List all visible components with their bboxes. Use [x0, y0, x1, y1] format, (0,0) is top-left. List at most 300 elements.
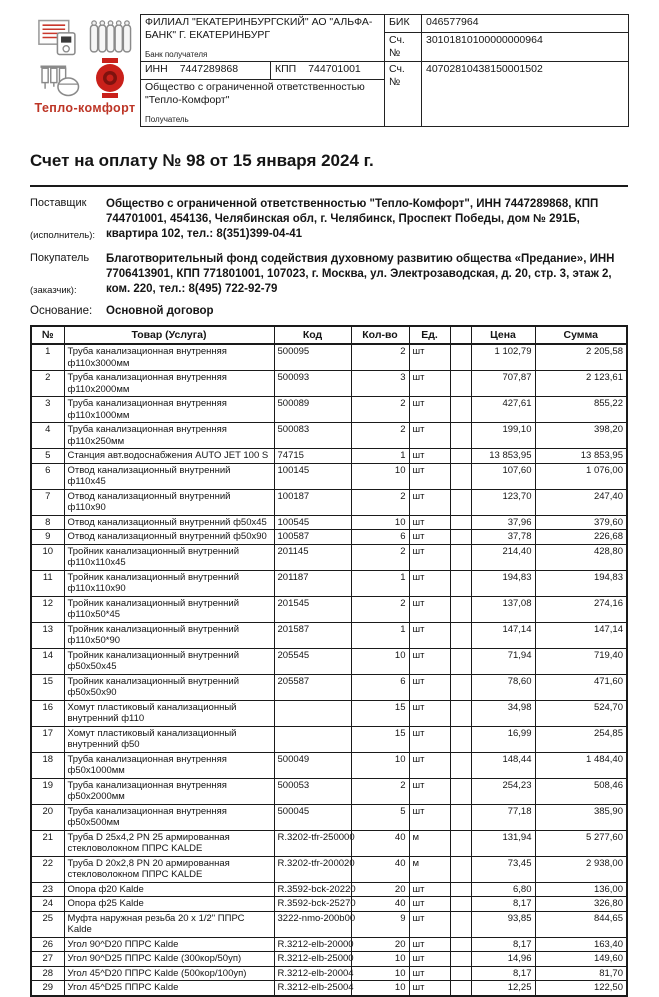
item-number: 9	[31, 530, 64, 545]
item-unit: шт	[409, 752, 450, 778]
item-number: 27	[31, 952, 64, 967]
item-sum: 326,80	[535, 897, 627, 912]
item-name: Муфта наружная резьба 20 х 1/2" ППРС Kalde	[64, 911, 274, 937]
item-blank-cell	[450, 423, 471, 449]
item-name: Угол 45^D25 ППРС Kalde	[64, 981, 274, 996]
item-quantity: 6	[351, 530, 409, 545]
item-name: Тройник канализационный внутренний ф110х50*45	[64, 596, 274, 622]
table-row	[31, 570, 627, 596]
recipient-label: Получатель	[145, 115, 189, 124]
item-sum: 81,70	[535, 966, 627, 981]
buyer-sublabel: (заказчик):	[30, 285, 77, 296]
item-sum: 13 853,95	[535, 449, 627, 464]
item-quantity: 1	[351, 449, 409, 464]
col-header-blank	[450, 326, 471, 344]
table-row	[31, 937, 627, 952]
item-sum: 471,60	[535, 674, 627, 700]
item-name: Угол 90^D25 ППРС Kalde (300кор/50уп)	[64, 952, 274, 967]
item-code	[274, 700, 351, 726]
item-name: Угол 90^D20 ППРС Kalde	[64, 937, 274, 952]
item-blank-cell	[450, 648, 471, 674]
item-code: 74715	[274, 449, 351, 464]
col-header-sum: Сумма	[535, 326, 627, 344]
kpp-value: 744701001	[308, 63, 361, 75]
item-price: 199,10	[471, 423, 535, 449]
item-quantity: 15	[351, 726, 409, 752]
item-sum: 194,83	[535, 570, 627, 596]
buyer-labels	[30, 252, 106, 297]
item-price: 71,94	[471, 648, 535, 674]
supplier-label: Поставщик	[30, 197, 87, 209]
item-blank-cell	[450, 449, 471, 464]
item-price: 12,25	[471, 981, 535, 996]
settle-account-value: 40702810438150001502	[422, 62, 629, 127]
recipient-name: Общество с ограниченной ответственностью "Тепло-Комфорт"	[145, 81, 365, 106]
table-row	[31, 911, 627, 937]
item-price: 8,17	[471, 937, 535, 952]
item-unit: шт	[409, 423, 450, 449]
item-price: 131,94	[471, 830, 535, 856]
item-sum: 855,22	[535, 397, 627, 423]
item-unit: шт	[409, 515, 450, 530]
item-name: Угол 45^D20 ППРС Kalde (500кор/100уп)	[64, 966, 274, 981]
table-row	[31, 449, 627, 464]
item-name: Труба канализационная внутренняя ф50х1000мм	[64, 752, 274, 778]
item-quantity: 2	[351, 544, 409, 570]
table-row	[31, 700, 627, 726]
item-code: R.3592-bck-25270	[274, 897, 351, 912]
item-name: Опора ф25 Kalde	[64, 897, 274, 912]
corr-account-value: 30101810100000000964	[422, 33, 629, 62]
item-code: R.3212-elb-25000	[274, 952, 351, 967]
header-section	[30, 14, 628, 127]
table-row	[31, 515, 627, 530]
item-name: Опора ф20 Kalde	[64, 882, 274, 897]
item-price: 254,23	[471, 778, 535, 804]
table-row	[31, 622, 627, 648]
item-sum: 2 938,00	[535, 856, 627, 882]
table-row	[31, 371, 627, 397]
item-number: 1	[31, 344, 64, 371]
item-sum: 147,14	[535, 622, 627, 648]
item-name: Отвод канализационный внутренний ф50х90	[64, 530, 274, 545]
item-number: 25	[31, 911, 64, 937]
item-number: 4	[31, 423, 64, 449]
item-unit: шт	[409, 726, 450, 752]
item-price: 107,60	[471, 463, 535, 489]
item-sum: 524,70	[535, 700, 627, 726]
item-number: 6	[31, 463, 64, 489]
item-price: 707,87	[471, 371, 535, 397]
item-code: 500089	[274, 397, 351, 423]
item-quantity: 2	[351, 344, 409, 371]
item-name: Тройник канализационный внутренний ф110х50*90	[64, 622, 274, 648]
item-blank-cell	[450, 700, 471, 726]
item-name: Отвод канализационный внутренний ф110х90	[64, 489, 274, 515]
item-code: 500049	[274, 752, 351, 778]
item-unit: шт	[409, 371, 450, 397]
settle-account-label: Сч. №	[385, 62, 422, 127]
item-unit: шт	[409, 622, 450, 648]
item-unit: м	[409, 830, 450, 856]
col-header-price: Цена	[471, 326, 535, 344]
item-blank-cell	[450, 397, 471, 423]
item-sum: 2 205,58	[535, 344, 627, 371]
item-code: 100145	[274, 463, 351, 489]
item-price: 148,44	[471, 752, 535, 778]
item-code: 201187	[274, 570, 351, 596]
buyer-section	[30, 252, 628, 297]
item-sum: 163,40	[535, 937, 627, 952]
table-row	[31, 463, 627, 489]
item-unit: шт	[409, 489, 450, 515]
item-name: Хомут пластиковый канализационный внутренний ф110	[64, 700, 274, 726]
item-blank-cell	[450, 882, 471, 897]
item-price: 8,17	[471, 897, 535, 912]
item-price: 13 853,95	[471, 449, 535, 464]
kpp-label: КПП	[275, 63, 297, 75]
item-blank-cell	[450, 966, 471, 981]
item-number: 7	[31, 489, 64, 515]
item-name: Хомут пластиковый канализационный внутренний ф50	[64, 726, 274, 752]
item-price: 123,70	[471, 489, 535, 515]
item-quantity: 10	[351, 981, 409, 996]
item-unit: шт	[409, 966, 450, 981]
logo-text: Тепло-комфорт	[34, 101, 136, 115]
item-sum: 5 277,60	[535, 830, 627, 856]
item-price: 34,98	[471, 700, 535, 726]
table-row	[31, 397, 627, 423]
item-sum: 844,65	[535, 911, 627, 937]
recipient-cell	[141, 80, 385, 127]
item-number: 23	[31, 882, 64, 897]
item-unit: шт	[409, 648, 450, 674]
item-unit: шт	[409, 897, 450, 912]
item-blank-cell	[450, 752, 471, 778]
item-quantity: 40	[351, 897, 409, 912]
table-row	[31, 423, 627, 449]
item-code: 201587	[274, 622, 351, 648]
item-quantity: 10	[351, 966, 409, 981]
item-blank-cell	[450, 622, 471, 648]
item-sum: 136,00	[535, 882, 627, 897]
item-quantity: 1	[351, 570, 409, 596]
item-unit: шт	[409, 882, 450, 897]
table-row	[31, 804, 627, 830]
item-price: 6,80	[471, 882, 535, 897]
item-quantity: 20	[351, 937, 409, 952]
table-row	[31, 489, 627, 515]
water-filter-icon	[37, 58, 83, 98]
item-quantity: 3	[351, 371, 409, 397]
table-row	[31, 726, 627, 752]
item-code: R.3592-bck-20220	[274, 882, 351, 897]
inn-value: 7447289868	[179, 63, 239, 75]
item-unit: шт	[409, 778, 450, 804]
basis-label: Основание:	[30, 305, 93, 317]
item-quantity: 2	[351, 778, 409, 804]
item-code: R.3212-elb-20004	[274, 966, 351, 981]
item-price: 14,96	[471, 952, 535, 967]
item-code	[274, 726, 351, 752]
item-quantity: 10	[351, 463, 409, 489]
items-header-row	[31, 326, 627, 344]
item-unit: шт	[409, 596, 450, 622]
item-sum: 226,68	[535, 530, 627, 545]
item-number: 12	[31, 596, 64, 622]
item-name: Отвод канализационный внутренний ф110х45	[64, 463, 274, 489]
item-unit: м	[409, 856, 450, 882]
item-number: 11	[31, 570, 64, 596]
corr-account-label: Сч. №	[385, 33, 422, 62]
item-name: Труба канализационная внутренняя ф110х2000мм	[64, 371, 274, 397]
item-sum: 247,40	[535, 489, 627, 515]
item-quantity: 20	[351, 882, 409, 897]
supplier-text: Общество с ограниченной ответственностью "Тепло-Комфорт", ИНН 7447289868, КПП 744701001, 454136, Челябинская обл, г. Челябинск, Проспект Победы, дом № 291Б, квартира 102, тел.: 8(351)399-04-41	[106, 198, 599, 240]
item-price: 37,78	[471, 530, 535, 545]
item-blank-cell	[450, 489, 471, 515]
item-blank-cell	[450, 804, 471, 830]
item-quantity: 2	[351, 397, 409, 423]
item-number: 14	[31, 648, 64, 674]
buyer-text: Благотворительный фонд содействия духовному развитию общества «Предание», ИНН 7706413901, КПП 771801001, 107023, г. Москва, ул. Электрозаводская, д. 20, стр. 3, этаж 2, ком. 220, тел.: 8(495) 722-92-79	[106, 253, 615, 295]
item-code: 100187	[274, 489, 351, 515]
item-quantity: 6	[351, 674, 409, 700]
company-logo	[30, 14, 140, 115]
item-unit: шт	[409, 463, 450, 489]
item-unit: шт	[409, 570, 450, 596]
item-blank-cell	[450, 856, 471, 882]
item-code: 500095	[274, 344, 351, 371]
item-code: 3222-nmo-200b00	[274, 911, 351, 937]
item-blank-cell	[450, 830, 471, 856]
item-number: 10	[31, 544, 64, 570]
item-blank-cell	[450, 981, 471, 996]
bank-name-cell	[141, 15, 385, 62]
item-number: 29	[31, 981, 64, 996]
item-quantity: 15	[351, 700, 409, 726]
supplier-section	[30, 197, 628, 242]
item-number: 22	[31, 856, 64, 882]
item-code: 205545	[274, 648, 351, 674]
table-row	[31, 674, 627, 700]
supplier-sublabel: (исполнитель):	[30, 230, 96, 241]
item-name: Тройник канализационный внутренний ф110х110х45	[64, 544, 274, 570]
item-price: 16,99	[471, 726, 535, 752]
item-price: 93,85	[471, 911, 535, 937]
item-number: 3	[31, 397, 64, 423]
item-unit: шт	[409, 804, 450, 830]
title-divider	[30, 185, 628, 187]
item-sum: 1 076,00	[535, 463, 627, 489]
item-blank-cell	[450, 596, 471, 622]
item-unit: шт	[409, 937, 450, 952]
item-sum: 385,90	[535, 804, 627, 830]
item-number: 20	[31, 804, 64, 830]
item-unit: шт	[409, 397, 450, 423]
item-quantity: 10	[351, 515, 409, 530]
item-price: 137,08	[471, 596, 535, 622]
item-code: R.3212-elb-20000	[274, 937, 351, 952]
item-quantity: 1	[351, 622, 409, 648]
item-blank-cell	[450, 344, 471, 371]
item-unit: шт	[409, 449, 450, 464]
table-row	[31, 778, 627, 804]
inn-cell	[141, 62, 271, 80]
item-sum: 2 123,61	[535, 371, 627, 397]
item-price: 77,18	[471, 804, 535, 830]
item-name: Труба канализационная внутренняя ф110х3000мм	[64, 344, 274, 371]
radiator-icon	[87, 19, 133, 56]
bank-name-label: Банк получателя	[145, 50, 208, 59]
items-body	[31, 344, 627, 996]
table-row	[31, 830, 627, 856]
item-quantity: 40	[351, 830, 409, 856]
item-code: R.3202-tfr-200020	[274, 856, 351, 882]
item-number: 2	[31, 371, 64, 397]
item-code: 500083	[274, 423, 351, 449]
item-unit: шт	[409, 544, 450, 570]
item-number: 18	[31, 752, 64, 778]
item-sum: 1 484,40	[535, 752, 627, 778]
col-header-code: Код	[274, 326, 351, 344]
logo-icon-grid	[30, 19, 140, 98]
item-price: 37,96	[471, 515, 535, 530]
item-code: 201145	[274, 544, 351, 570]
item-quantity: 2	[351, 489, 409, 515]
item-quantity: 5	[351, 804, 409, 830]
item-price: 194,83	[471, 570, 535, 596]
item-sum: 379,60	[535, 515, 627, 530]
item-quantity: 10	[351, 752, 409, 778]
item-number: 5	[31, 449, 64, 464]
item-quantity: 10	[351, 648, 409, 674]
item-sum: 719,40	[535, 648, 627, 674]
item-blank-cell	[450, 463, 471, 489]
item-sum: 122,50	[535, 981, 627, 996]
item-blank-cell	[450, 570, 471, 596]
item-unit: шт	[409, 344, 450, 371]
item-code: 100587	[274, 530, 351, 545]
col-header-num: №	[31, 326, 64, 344]
col-header-unit: Ед.	[409, 326, 450, 344]
item-sum: 398,20	[535, 423, 627, 449]
item-name: Труба D 25x4,2 PN 25 армированная стекловолокном ППРС KALDE	[64, 830, 274, 856]
table-row	[31, 344, 627, 371]
item-name: Тройник канализационный внутренний ф50х50х90	[64, 674, 274, 700]
item-name: Станция авт.водоснабжения AUTO JET 100 S	[64, 449, 274, 464]
item-unit: шт	[409, 952, 450, 967]
item-sum: 508,46	[535, 778, 627, 804]
table-row	[31, 544, 627, 570]
item-code: 500093	[274, 371, 351, 397]
item-name: Труба канализационная внутренняя ф50х500мм	[64, 804, 274, 830]
item-price: 147,14	[471, 622, 535, 648]
item-blank-cell	[450, 937, 471, 952]
item-quantity: 9	[351, 911, 409, 937]
item-name: Отвод канализационный внутренний ф50х45	[64, 515, 274, 530]
item-price: 427,61	[471, 397, 535, 423]
item-sum: 254,85	[535, 726, 627, 752]
bank-name: ФИЛИАЛ "ЕКАТЕРИНБУРГСКИЙ" АО "АЛЬФА-БАНК" Г. ЕКАТЕРИНБУРГ	[145, 16, 373, 41]
item-unit: шт	[409, 674, 450, 700]
item-number: 13	[31, 622, 64, 648]
item-number: 24	[31, 897, 64, 912]
item-unit: шт	[409, 981, 450, 996]
item-code: R.3212-elb-25004	[274, 981, 351, 996]
item-price: 8,17	[471, 966, 535, 981]
item-sum: 149,60	[535, 952, 627, 967]
table-row	[31, 752, 627, 778]
item-unit: шт	[409, 530, 450, 545]
inn-label: ИНН	[145, 63, 168, 75]
item-blank-cell	[450, 544, 471, 570]
items-table	[30, 325, 628, 997]
floor-heating-icon	[37, 19, 83, 56]
item-sum: 274,16	[535, 596, 627, 622]
item-name: Труба D 20x2,8 PN 20 армированная стекловолокном ППРС KALDE	[64, 856, 274, 882]
item-unit: шт	[409, 911, 450, 937]
item-unit: шт	[409, 700, 450, 726]
item-code: 100545	[274, 515, 351, 530]
item-code: R.3202-tfr-250000	[274, 830, 351, 856]
table-row	[31, 981, 627, 996]
table-row	[31, 966, 627, 981]
item-price: 214,40	[471, 544, 535, 570]
item-code: 205587	[274, 674, 351, 700]
col-header-name: Товар (Услуга)	[64, 326, 274, 344]
table-row	[31, 596, 627, 622]
item-name: Тройник канализационный внутренний ф50х50х45	[64, 648, 274, 674]
item-blank-cell	[450, 515, 471, 530]
table-row	[31, 648, 627, 674]
item-blank-cell	[450, 371, 471, 397]
item-number: 28	[31, 966, 64, 981]
table-row	[31, 952, 627, 967]
basis-section	[30, 305, 628, 317]
item-name: Тройник канализационный внутренний ф110х110х90	[64, 570, 274, 596]
item-sum: 428,80	[535, 544, 627, 570]
item-price: 78,60	[471, 674, 535, 700]
item-quantity: 10	[351, 952, 409, 967]
pump-icon	[87, 58, 133, 98]
item-quantity: 40	[351, 856, 409, 882]
buyer-label: Покупатель	[30, 252, 90, 264]
bik-label: БИК	[385, 15, 422, 33]
kpp-cell	[271, 62, 385, 80]
col-header-qty: Кол-во	[351, 326, 409, 344]
invoice-title: Счет на оплату № 98 от 15 января 2024 г.	[30, 151, 374, 170]
table-row	[31, 897, 627, 912]
bank-details-table	[140, 14, 629, 127]
item-blank-cell	[450, 778, 471, 804]
bik-value: 046577964	[422, 15, 629, 33]
item-name: Труба канализационная внутренняя ф50х2000мм	[64, 778, 274, 804]
item-blank-cell	[450, 952, 471, 967]
item-blank-cell	[450, 674, 471, 700]
item-number: 15	[31, 674, 64, 700]
item-name: Труба канализационная внутренняя ф110х250мм	[64, 423, 274, 449]
item-number: 21	[31, 830, 64, 856]
item-code: 201545	[274, 596, 351, 622]
basis-value: Основной договор	[106, 305, 214, 317]
table-row	[31, 882, 627, 897]
item-blank-cell	[450, 897, 471, 912]
item-number: 8	[31, 515, 64, 530]
item-number: 16	[31, 700, 64, 726]
table-row	[31, 530, 627, 545]
item-number: 19	[31, 778, 64, 804]
